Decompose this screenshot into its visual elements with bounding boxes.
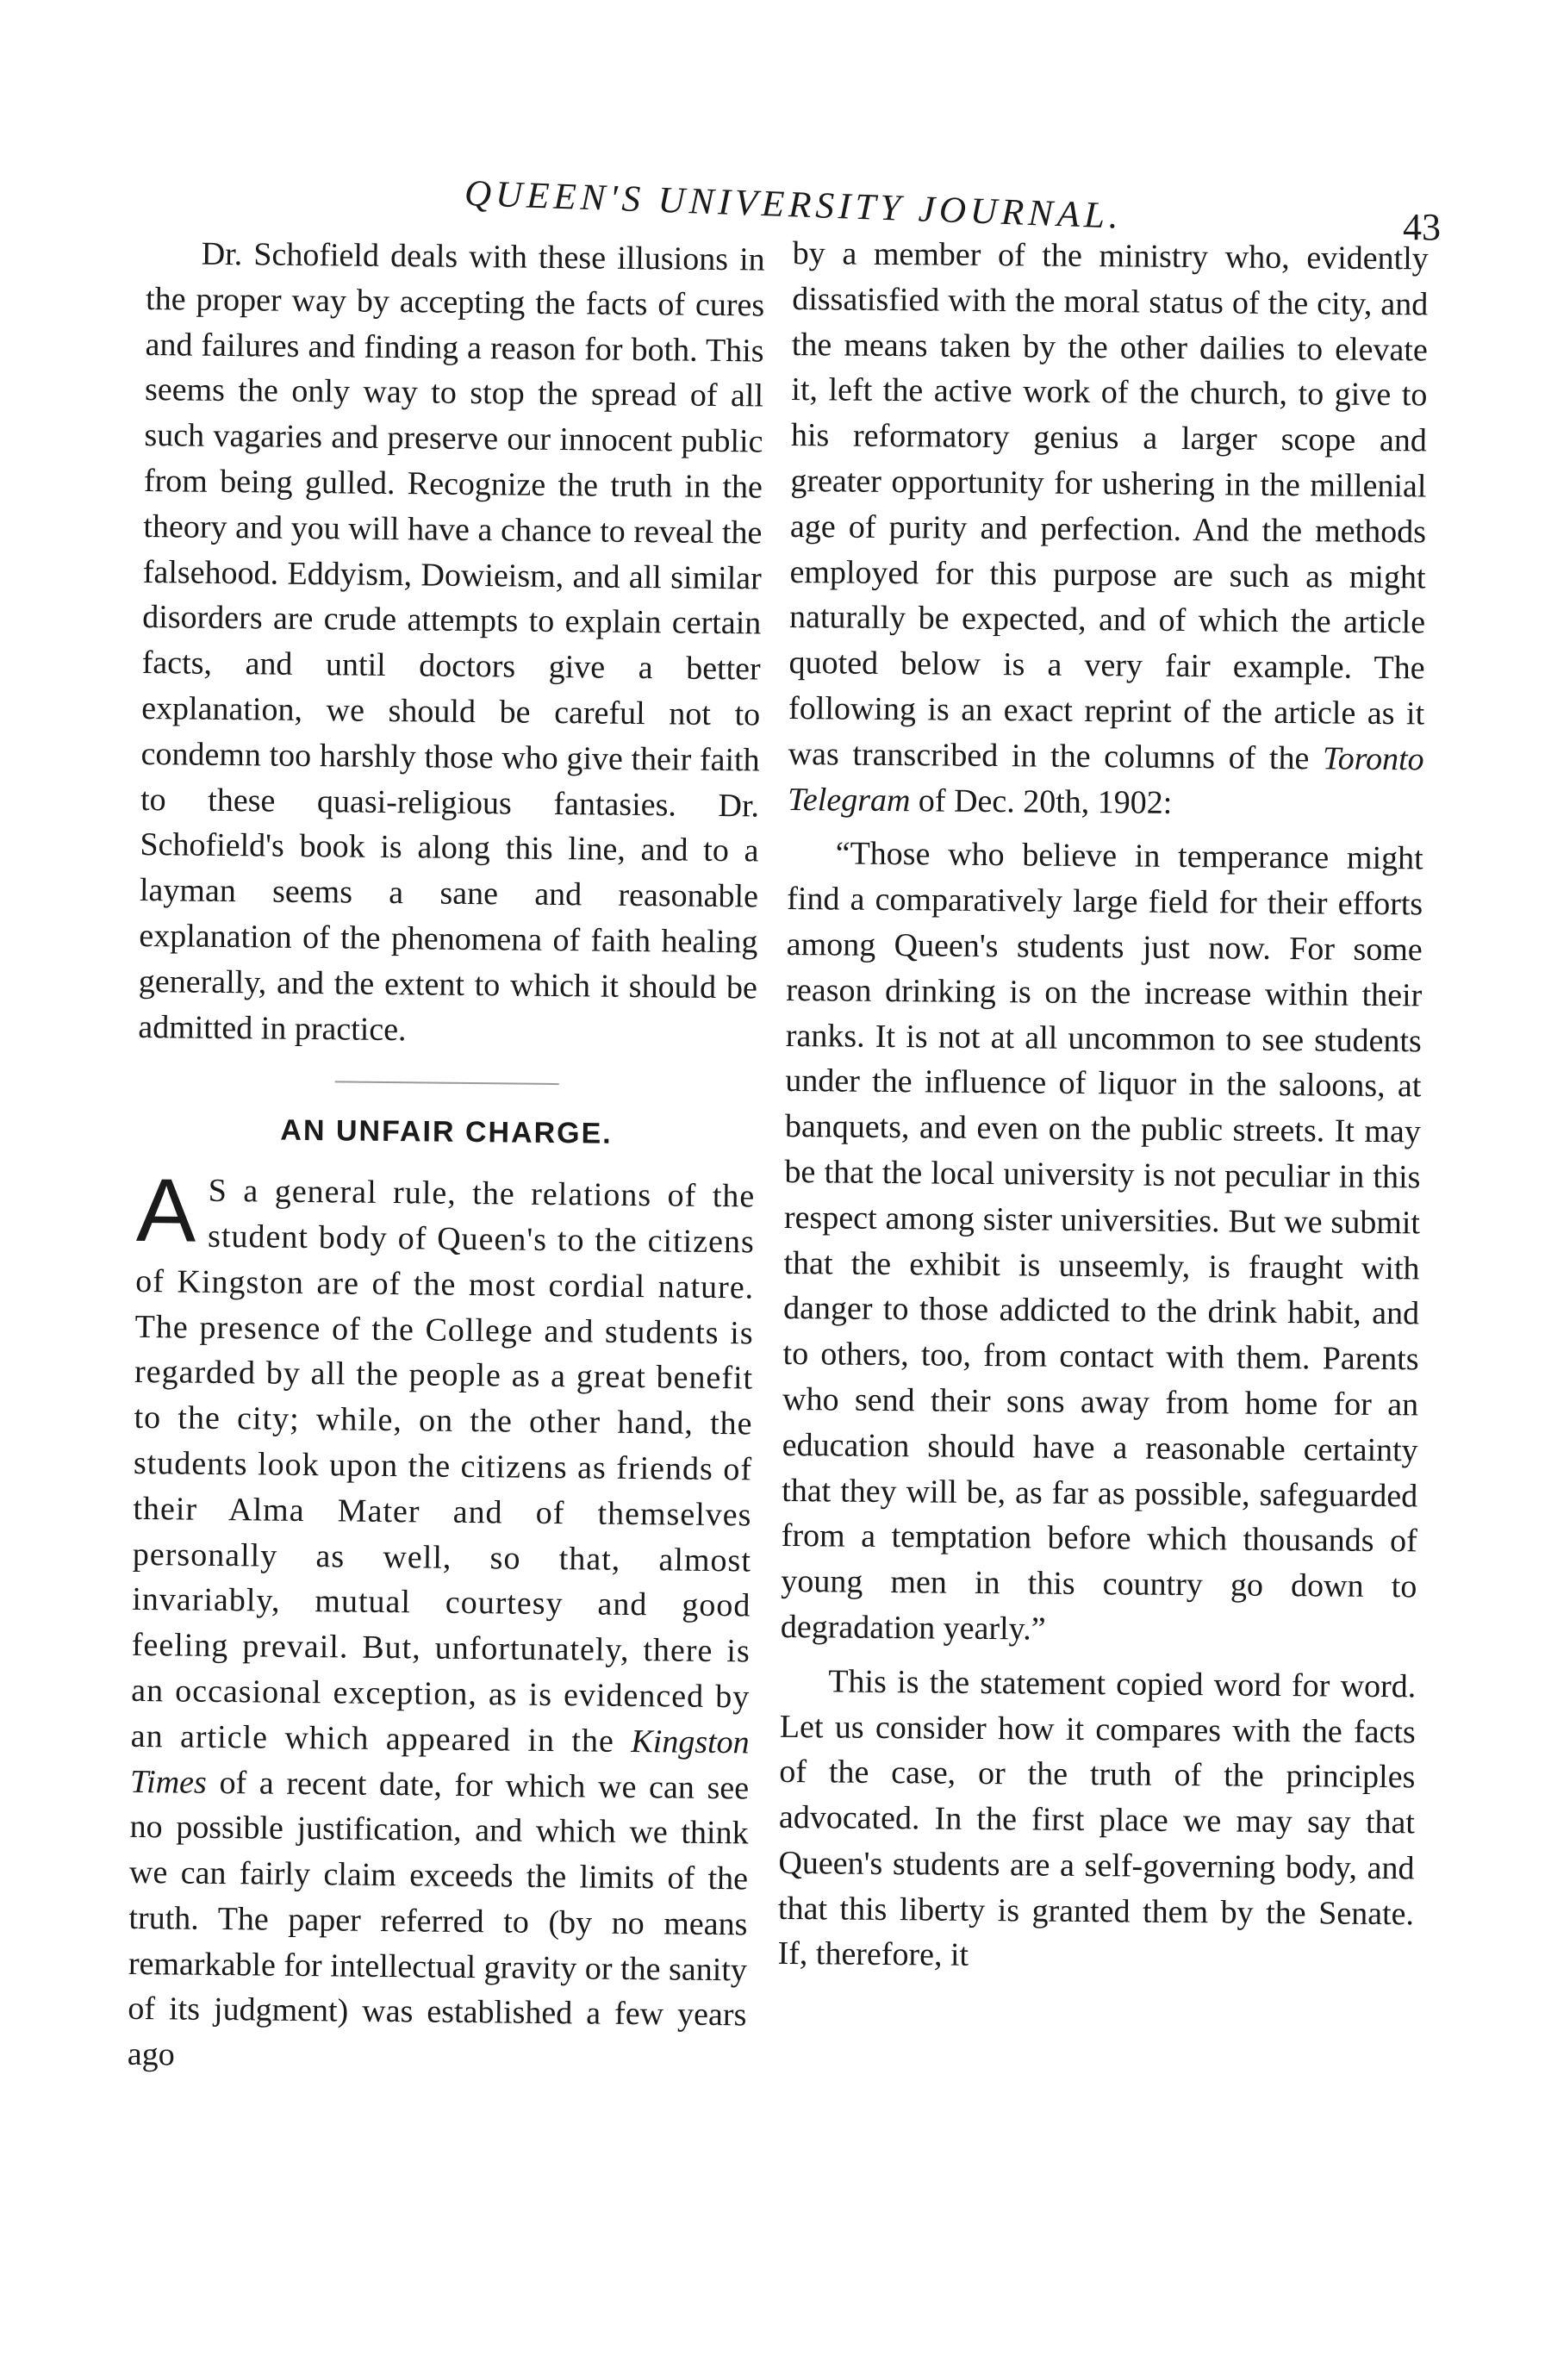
continued-paragraph xyxy=(788,231,1429,828)
drop-cap: A xyxy=(135,1161,197,1262)
paragraph-text: of Dec. 20th, 1902: xyxy=(910,782,1173,821)
section-divider xyxy=(335,1081,559,1086)
page-number: 43 xyxy=(1403,206,1441,248)
left-column xyxy=(128,231,765,2084)
quoted-article: “Those who believe in temperance might find a comparatively large field for their efforts among Queen's students just now. For some reason drinking is on the increase within their ranks. It is not at all uncommon to see students under the influence of liquor in the saloons, at banquets, and even on the public streets. It may be that the local university is not peculiar in this respect among sister universities. But we submit that the exhibit is unseemly, is fraught with danger to those addicted to the drink habit, and to others, too, from contact with them. Parents who send their sons away from home for an education should have a reasonable certainty that they will be, as far as possible, safeguarded from a temptation before which thousands of young men in this country go down to degradation yearly.” xyxy=(780,835,1423,1648)
newspaper-title: Toronto Telegram xyxy=(788,740,1424,819)
paragraph-text: of a recent date, for which we can see no possible justification, and which we think we can fairly claim exceeds the limits of the truth. The paper referred to (by no means remarkable for intellectual gravity or the sanity of its judgment) was established a few years ago xyxy=(127,1764,750,2073)
unfair-charge-paragraph xyxy=(127,1161,756,2084)
faith-healing-paragraph: Dr. Schofield deals with these illusions in the proper way by accepting the facts of cures and failures and finding a reason for both. This seems the only way to stop the spread of all such vagaries and preserve our innocent public from being gulled. Recognize the truth in the theory and you will have a chance to reveal the falsehood. Eddyism, Dowieism, and all similar disorders are crude attempts to explain certain facts, and until doctors give a better explanation, we should be careful not to condemn too harshly those who give their faith to these quasi-religious fantasies. Dr. Schofield's book is along this line, and to a layman seems a sane and reasonable explanation of the phenomena of faith healing generally, and the extent to which it should be admitted in practice. xyxy=(138,235,765,1048)
running-title: QUEEN'S UNIVERSITY JOURNAL. xyxy=(464,172,1124,237)
paragraph-text: by a member of the ministry who, evidently dissatisfied with the moral status of the city, and the means taken by the other dailies to elevate it, left the active work of the church, to give to his reformatory genius a larger scope and greater opportunity for ushering in the millenial age of purity and perfection. And the methods employed for this purpose are such as might naturally be expected, and of which the article quoted below is a very fair example. The following is an exact reprint of the article as it was transcribed in the columns of the xyxy=(788,234,1429,777)
response-paragraph: This is the statement copied word for word. Let us consider how it compares with the facts of the case, or the truth of the principles advocated. In the first place we may say that Queen's students are a self-governing body, and that this liberty is granted them by the Senate. If, therefore, it xyxy=(777,1663,1417,1974)
right-column xyxy=(777,231,1429,1983)
section-heading: AN UNFAIR CHARGE. xyxy=(280,1114,613,1151)
newspaper-title: Kingston Times xyxy=(129,1723,750,1801)
paragraph-text: S a general rule, the relations of the student body of Queen's to the citizens of Kingston are of the most cordial nature. The presence of the College and students is regarded by all the people as a great benefit to the city; while, on the other hand, the students look upon the citizens as friends of their Alma Mater and of themselves personally as well, so that, almost invariably, mutual courtesy and good feeling prevail. But, unfortunately, there is an occasional exception, as is evidenced by an article which appeared in the xyxy=(130,1172,756,1760)
